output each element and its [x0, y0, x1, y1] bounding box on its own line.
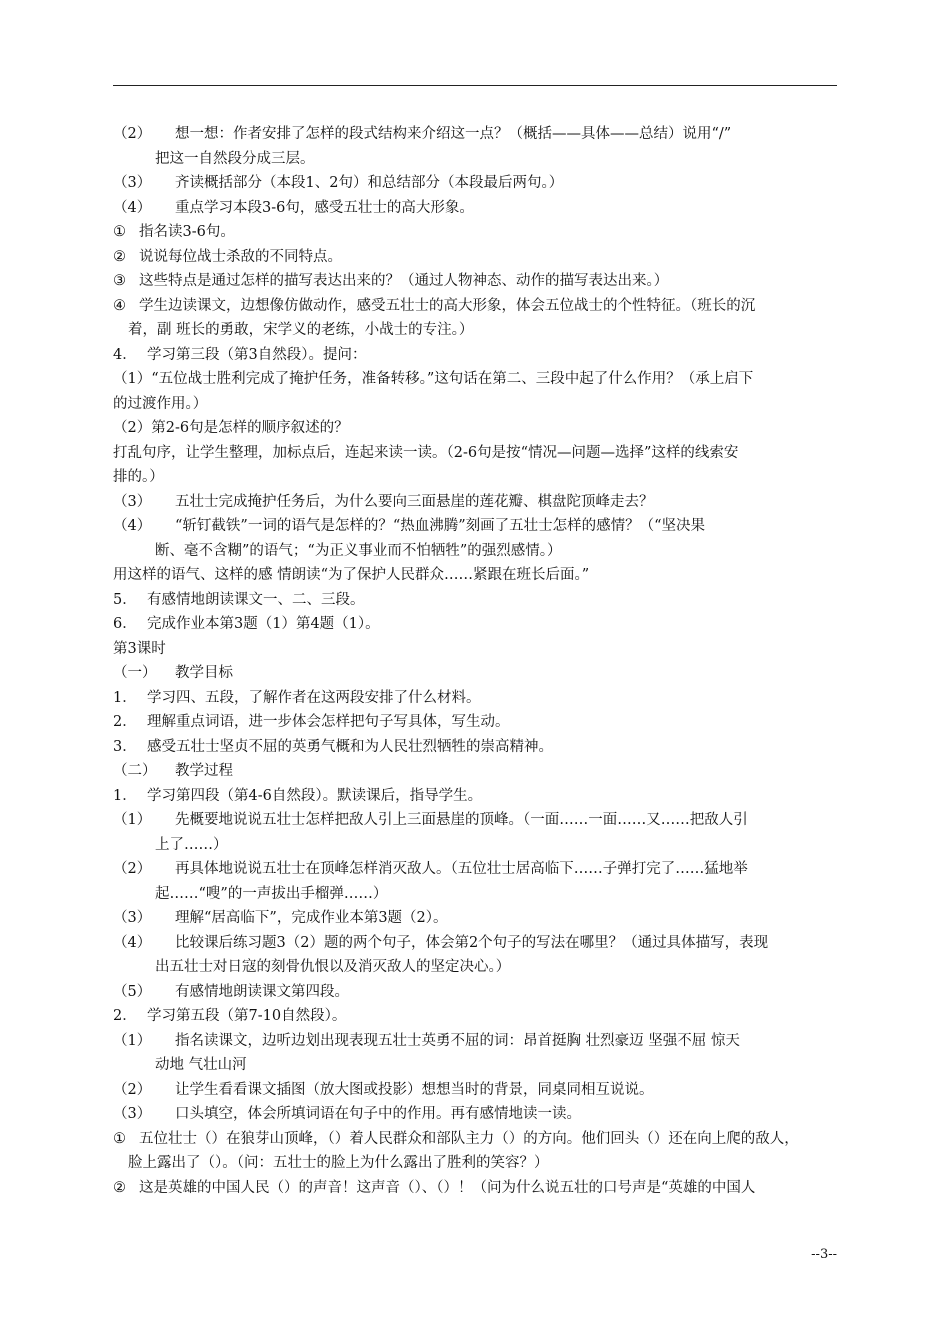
- text-line: [113, 465, 837, 490]
- item-number: ①: [113, 1130, 126, 1147]
- item-number: （一）: [113, 665, 157, 681]
- text-line: [113, 588, 837, 613]
- line-text: 口头填空，体会所填词语在句子中的作用。再有感情地读一读。: [175, 1106, 581, 1122]
- line-text: 先概要地说说五壮士怎样把敌人引上三面悬崖的顶峰。（一面……一面……又……把敌人引: [175, 812, 748, 828]
- text-line: [113, 882, 837, 907]
- line-text: 上了……）: [155, 836, 228, 853]
- line-text: 齐读概括部分（本段1、2句）和总结部分（本段最后两句。）: [175, 175, 564, 191]
- item-number: （3）: [113, 1106, 152, 1122]
- text-line: [113, 269, 837, 294]
- text-line: [113, 931, 837, 956]
- text-line: [113, 1151, 837, 1176]
- text-line: [113, 1102, 837, 1127]
- item-number: 1．: [113, 787, 137, 804]
- line-text: 把这一自然段分成三层。: [155, 150, 315, 167]
- text-line: [113, 1127, 837, 1152]
- item-number: ④: [113, 297, 126, 314]
- item-number: （4）: [113, 199, 152, 216]
- item-number: （2）: [113, 861, 152, 877]
- text-line: [113, 735, 837, 760]
- text-line: [113, 539, 837, 564]
- line-text: 学习第五段（第7-10自然段）。: [147, 1008, 347, 1024]
- line-text: 教学过程: [175, 763, 233, 779]
- line-text: 指名读3-6句。: [139, 224, 235, 240]
- text-line: [113, 1053, 837, 1078]
- line-text: 起……“嗖”的一声拔出手榴弹……）: [155, 885, 388, 902]
- text-line: [113, 220, 837, 245]
- page-number: --3--: [811, 1247, 837, 1262]
- text-line: [113, 1176, 837, 1201]
- line-text: 理解“居高临下”，完成作业本第3题（2）。: [175, 910, 448, 926]
- text-line: [113, 759, 837, 784]
- line-text: 说说每位战士杀敌的不同特点。: [139, 248, 342, 265]
- line-text: 有感情地朗读课文一、二、三段。: [147, 591, 365, 608]
- line-text: 第3课时: [113, 640, 166, 657]
- item-number: 6．: [113, 616, 137, 632]
- item-number: 3．: [113, 738, 137, 755]
- line-text: 完成作业本第3题（1）第4题（1）。: [147, 616, 380, 632]
- item-number: ①: [113, 224, 126, 240]
- text-line: [113, 367, 837, 392]
- line-text: 指名读课文，边听边划出现表现五壮士英勇不屈的词：昂首挺胸 壮烈豪迈 坚强不屈 惊天: [175, 1032, 740, 1049]
- text-line: [113, 980, 837, 1005]
- line-text: 的过渡作用。）: [113, 395, 208, 412]
- line-text: 学习第四段（第4-6自然段）。默读课后，指导学生。: [147, 787, 483, 804]
- text-line: [113, 441, 837, 466]
- text-line: [113, 686, 837, 711]
- line-text: 出五壮士对日寇的刻骨仇恨以及消灭敌人的坚定决心。）: [155, 959, 511, 975]
- line-text: 感受五壮士坚贞不屈的英勇气概和为人民壮烈牺牲的崇高精神。: [147, 738, 553, 755]
- item-number: 5．: [113, 591, 137, 608]
- item-number: 4．: [113, 346, 137, 363]
- line-text: 排的。）: [113, 469, 164, 485]
- line-text: 比较课后练习题3（2）题的两个句子，体会第2个句子的写法在哪里？（通过具体描写，表现: [175, 934, 769, 951]
- item-number: （2）: [113, 1081, 152, 1098]
- item-number: ②: [113, 1179, 126, 1196]
- text-line: [113, 637, 837, 662]
- text-line: [113, 245, 837, 270]
- item-number: ②: [113, 248, 126, 265]
- text-line: [113, 833, 837, 858]
- line-text: 有感情地朗读课文第四段。: [175, 983, 349, 1000]
- item-number: ③: [113, 273, 126, 289]
- line-text: 五壮士完成掩护任务后，为什么要向三面悬崖的莲花瓣、棋盘陀顶峰走去？: [175, 493, 654, 510]
- line-text: 重点学习本段3-6句，感受五壮士的高大形象。: [175, 199, 474, 216]
- text-line: [113, 955, 837, 980]
- text-line: [113, 710, 837, 735]
- line-text: 脸上露出了（）。（问：五壮士的脸上为什么露出了胜利的笑容？）: [128, 1155, 549, 1171]
- text-line: [113, 563, 837, 588]
- line-text: 这是英雄的中国人民（）的声音！这声音（）、（）！（问为什么说五壮的口号声是“英雄的中国人: [139, 1179, 756, 1196]
- line-text: 这些特点是通过怎样的描写表达出来的？（通过人物神态、动作的描写表达出来。）: [139, 273, 669, 289]
- line-text: 着，副 班长的勇敢，宋学义的老练，小战士的专注。）: [128, 322, 474, 338]
- item-number: （3）: [113, 175, 152, 191]
- item-number: （3）: [113, 910, 152, 926]
- line-text: 让学生看看课文插图（放大图或投影）想想当时的背景，同桌同相互说说。: [175, 1081, 654, 1098]
- text-line: [113, 514, 837, 539]
- line-text: 学习四、五段，了解作者在这两段安排了什么材料。: [147, 689, 481, 706]
- item-number: （2）: [113, 126, 152, 142]
- item-number: （1）: [113, 812, 152, 828]
- item-number: （4）: [113, 518, 152, 534]
- text-line: [113, 1004, 837, 1029]
- line-text: 打乱句序，让学生整理，加标点后，连起来读一读。（2-6句是按“情况—问题—选择”这样的线索安: [113, 444, 739, 461]
- document-body: [113, 122, 837, 1200]
- line-text: 学习第三段（第3自然段）。提问：: [147, 346, 367, 363]
- text-line: [113, 392, 837, 417]
- text-line: [113, 147, 837, 172]
- line-text: 再具体地说说五壮士在顶峰怎样消灭敌人。（五位壮士居高临下……子弹打完了……猛地举: [175, 861, 748, 877]
- text-line: [113, 196, 837, 221]
- text-line: [113, 661, 837, 686]
- text-line: [113, 294, 837, 319]
- text-line: [113, 612, 837, 637]
- item-number: 2．: [113, 714, 137, 730]
- text-line: [113, 906, 837, 931]
- text-line: [113, 416, 837, 441]
- line-text: 断、毫不含糊”的语气；“为正义事业而不怕牺牲”的强烈感情。）: [155, 542, 562, 559]
- item-number: 1．: [113, 689, 137, 706]
- item-number: （1）: [113, 1032, 152, 1049]
- text-line: [113, 1078, 837, 1103]
- line-text: 学生边读课文，边想像仿做动作，感受五壮士的高大形象，体会五位战士的个性特征。（班长的沉: [139, 297, 756, 314]
- header-rule: [113, 85, 837, 86]
- text-line: [113, 808, 837, 833]
- line-text: 动地 气壮山河: [155, 1057, 247, 1073]
- line-text: 理解重点词语，进一步体会怎样把句子写具体，写生动。: [147, 714, 510, 730]
- text-line: [113, 490, 837, 515]
- line-text: 用这样的语气、这样的感 情朗读“为了保护人民群众……紧跟在班长后面。”: [113, 567, 590, 583]
- item-number: （4）: [113, 934, 152, 951]
- line-text: 五位壮士（）在狼芽山顶峰，（）着人民群众和部队主力（）的方向。他们回头（）还在向上爬的敌人，: [139, 1130, 799, 1147]
- line-text: （1）“五位战士胜利完成了掩护任务，准备转移。”这句话在第二、三段中起了什么作用？（承上启下: [113, 371, 754, 387]
- text-line: [113, 857, 837, 882]
- line-text: 想一想：作者安排了怎样的段式结构来介绍这一点？（概括——具体——总结）说用“/”: [175, 126, 732, 142]
- text-line: [113, 343, 837, 368]
- item-number: （5）: [113, 983, 152, 1000]
- text-line: [113, 1029, 837, 1054]
- line-text: 教学目标: [175, 665, 233, 681]
- text-line: [113, 122, 837, 147]
- item-number: （3）: [113, 493, 152, 510]
- item-number: 2．: [113, 1008, 137, 1024]
- text-line: [113, 784, 837, 809]
- text-line: [113, 171, 837, 196]
- item-number: （二）: [113, 763, 157, 779]
- line-text: “斩钉截铁”一词的语气是怎样的？“热血沸腾”刻画了五壮士怎样的感情？（“坚决果: [175, 518, 706, 534]
- line-text: （2）第2-6句是怎样的顺序叙述的？: [113, 420, 349, 436]
- text-line: [113, 318, 837, 343]
